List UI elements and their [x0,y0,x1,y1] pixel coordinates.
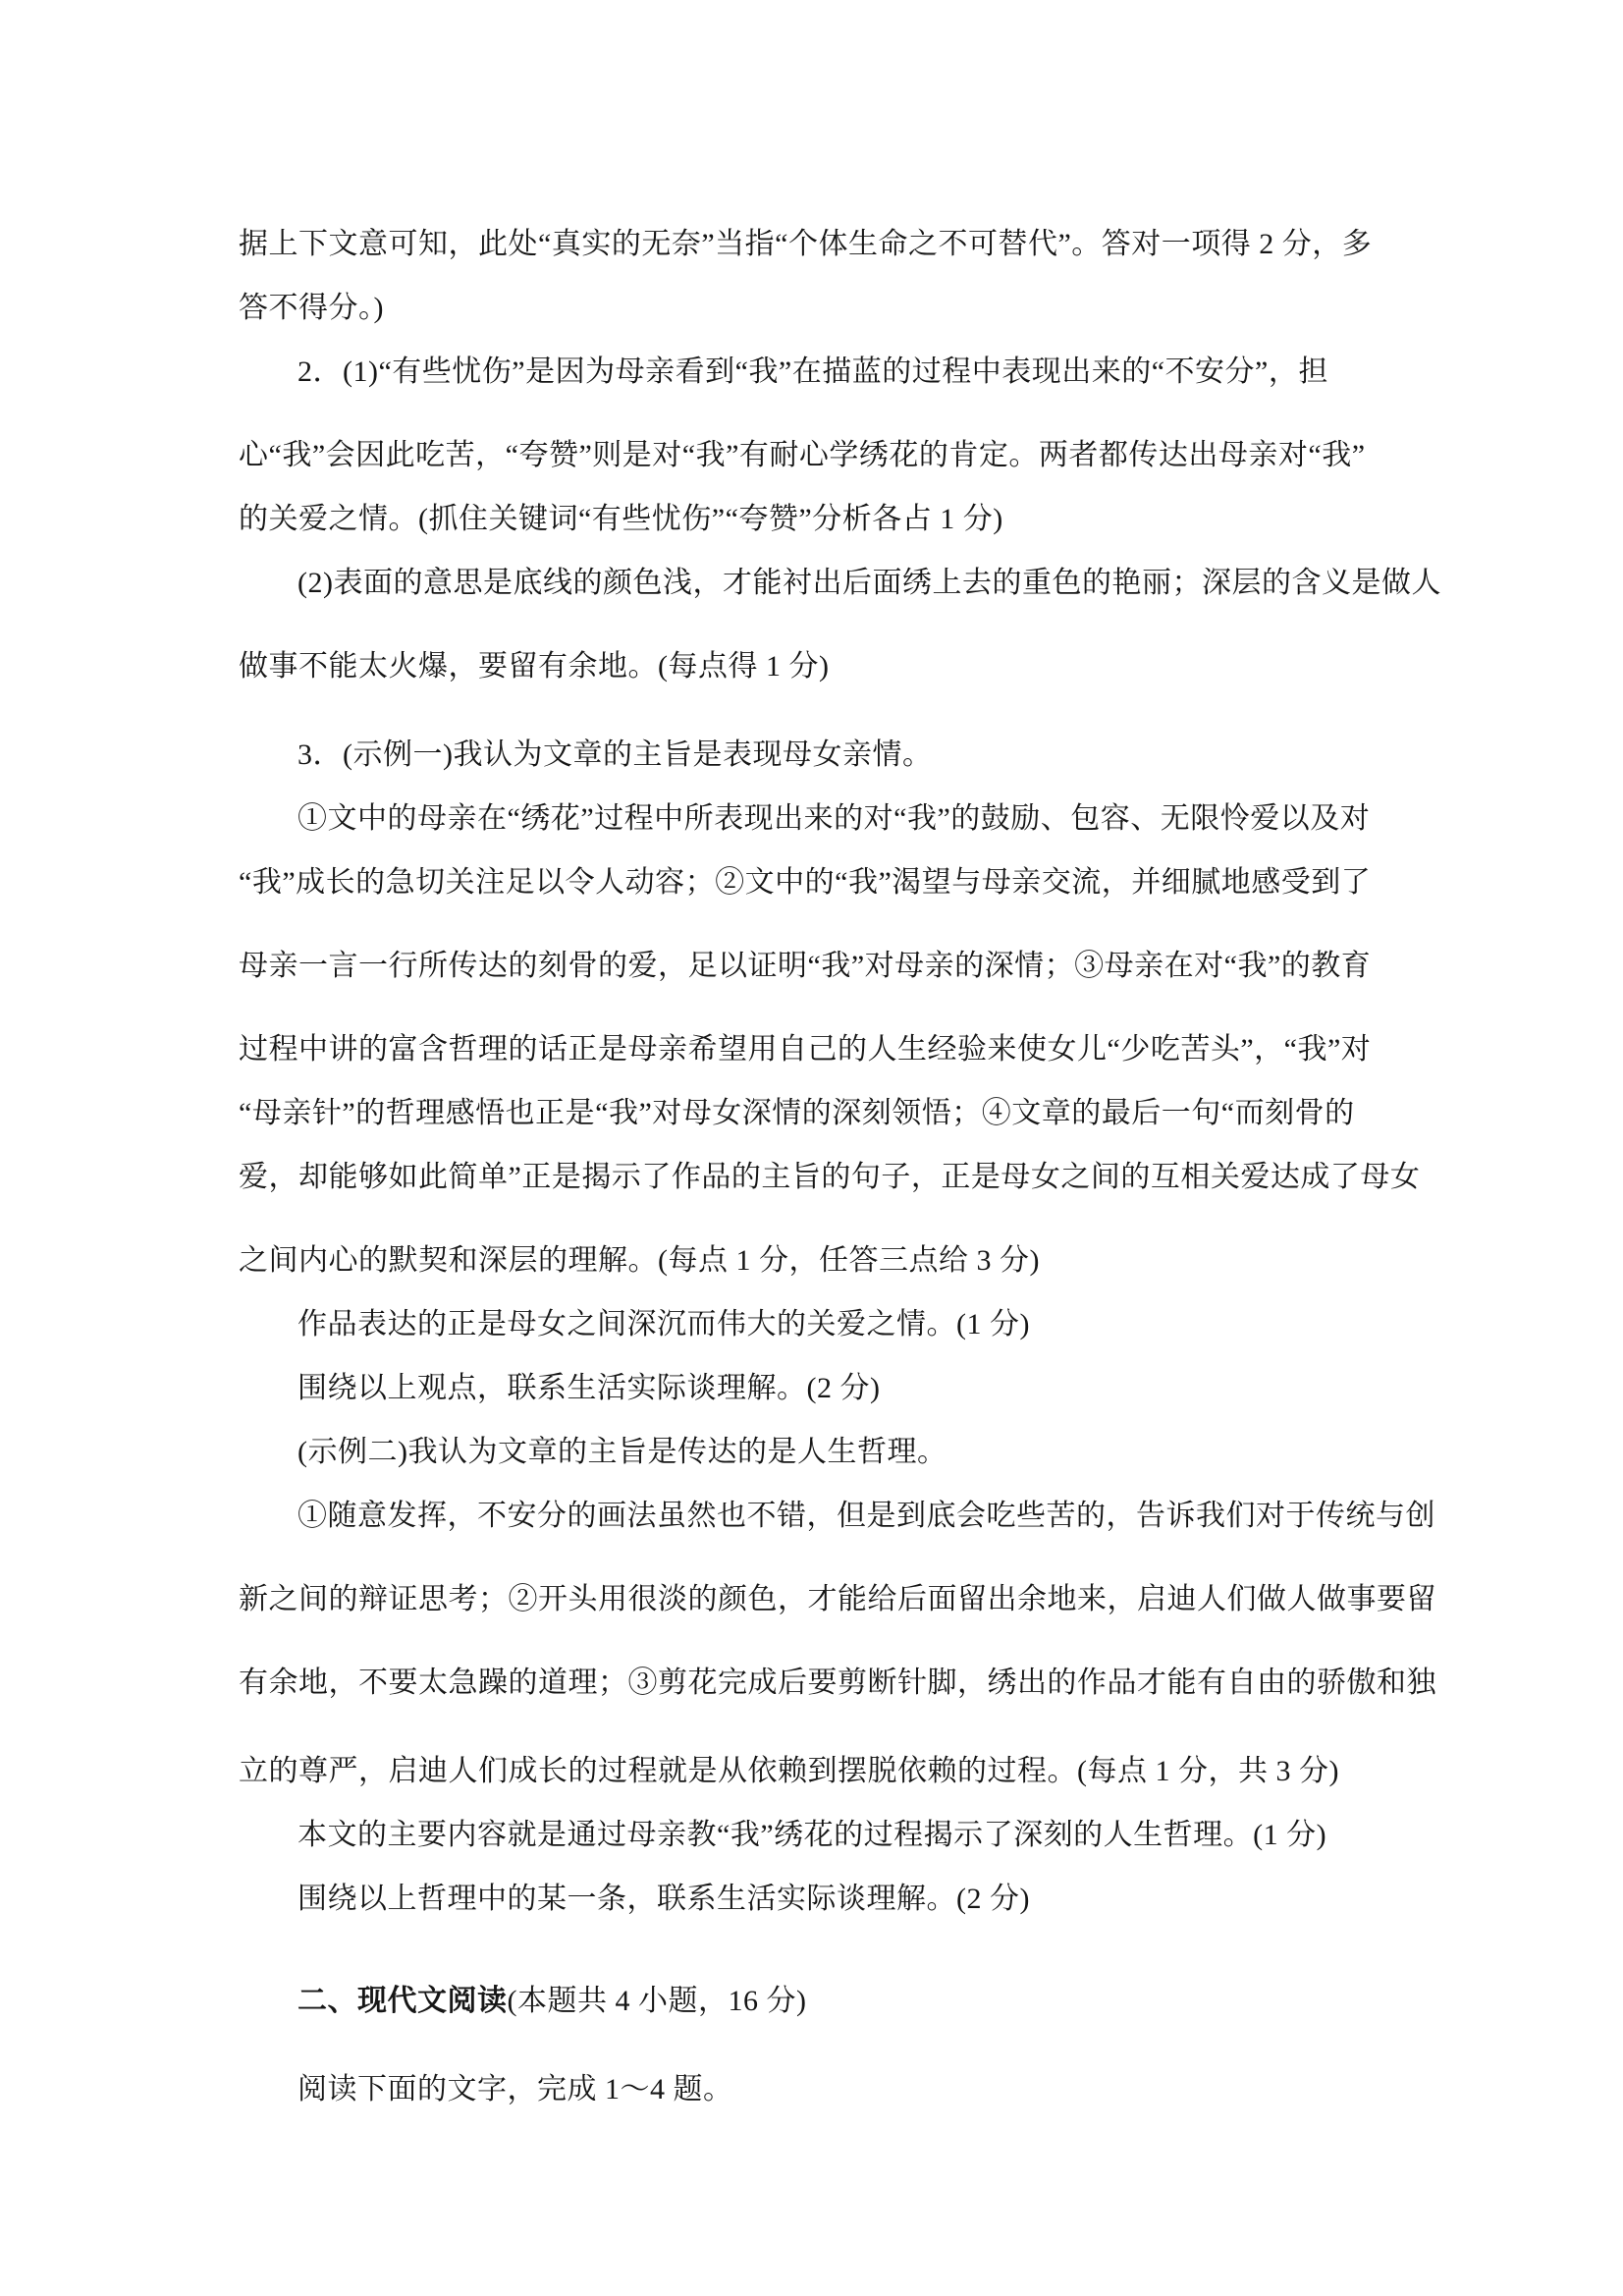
text-line [239,2074,1397,2105]
text-line-content: 阅读下面的文字，完成 1～4 题。 [298,2073,733,2105]
text-line [239,1098,1397,1129]
text-line [239,1756,1397,1787]
text-line [239,739,1397,771]
text-line-content: (示例二)我认为文章的主旨是传达的是人生哲理。 [298,1436,947,1468]
text-line-content: 之间内心的默契和深层的理解。(每点 1 分，任答三点给 3 分) [239,1244,1040,1277]
text-line [239,1667,1436,1699]
text-line-content: (本题共 4 小题，16 分) [507,1985,807,2017]
text-line-content: “母亲针”的哲理感悟也正是“我”对母女深情的深刻领悟；④文章的最后一句“而刻骨的 [239,1097,1355,1129]
text-line-content: 2．(1)“有些忧伤”是因为母亲看到“我”在描蓝的过程中表现出来的“不安分”，担 [298,355,1328,388]
text-line-content: 做事不能太火爆，要留有余地。(每点得 1 分) [239,650,830,683]
text-line [239,1373,1397,1404]
text-line [239,1309,1397,1340]
text-line-content: 心“我”会因此吃苦，“夸赞”则是对“我”有耐心学绣花的肯定。两者都传达出母亲对“我” [239,439,1366,471]
text-line-content: 立的尊严，启迪人们成长的过程就是从依赖到摆脱依赖的过程。(每点 1 分，共 3 分) [239,1755,1339,1787]
text-line [239,1245,1397,1277]
text-line-content: 新之间的辩证思考；②开头用很淡的颜色，才能给后面留出余地来，启迪人们做人做事要留 [239,1583,1436,1615]
text-line [239,356,1397,388]
text-line-content: 过程中讲的富含哲理的话正是母亲希望用自己的人生经验来使女儿“少吃苦头”，“我”对 [239,1033,1372,1066]
text-line-content: “我”成长的急切关注足以令人动容；②文中的“我”渴望与母亲交流，并细腻地感受到了 [239,866,1372,899]
text-line-content: 的关爱之情。(抓住关键词“有些忧伤”“夸赞”分析各占 1 分) [239,503,1003,535]
text-line-content: 爱，却能够如此简单”正是揭示了作品的主旨的句子，正是母女之间的互相关爱达成了母女 [239,1161,1421,1193]
text-line-content: 答不得分。) [239,292,384,324]
text-line-content: 围绕以上观点，联系生活实际谈理解。(2 分) [298,1372,881,1404]
text-line [239,293,1397,324]
text-line [239,1034,1397,1066]
text-line [239,1884,1397,1915]
text-line [239,567,1441,599]
text-line [239,229,1397,260]
text-line [239,867,1397,899]
text-line [239,440,1397,471]
text-line-content: 作品表达的正是母女之间深沉而伟大的关爱之情。(1 分) [298,1308,1030,1340]
text-line [239,1500,1435,1532]
text-line-content: 有余地，不要太急躁的道理；③剪花完成后要剪断针脚，绣出的作品才能有自由的骄傲和独 [239,1667,1436,1699]
text-line [239,1161,1421,1193]
section-heading-bold: 二、现代文阅读 [298,1985,508,2017]
text-line-content: 据上下文意可知，此处“真实的无奈”当指“个体生命之不可替代”。答对一项得 2 分，多 [239,228,1373,260]
document-text [239,228,1441,2105]
text-line-content: ①随意发挥，不安分的画法虽然也不错，但是到底会吃些苦的，告诉我们对于传统与创 [298,1500,1435,1532]
text-line [239,1820,1397,1851]
text-line [239,651,1397,683]
text-line-content: 3．(示例一)我认为文章的主旨是表现母女亲情。 [298,738,933,771]
text-line [239,1437,1397,1468]
text-line [239,803,1397,835]
text-line [239,1986,1397,2017]
text-line [239,951,1397,982]
text-line-content: 母亲一言一行所传达的刻骨的爱，足以证明“我”对母亲的深情；③母亲在对“我”的教育 [239,950,1372,982]
text-line-content: ①文中的母亲在“绣花”过程中所表现出来的对“我”的鼓励、包容、无限怜爱以及对 [298,802,1371,835]
text-line-content: 围绕以上哲理中的某一条，联系生活实际谈理解。(2 分) [298,1883,1030,1915]
text-line-content: (2)表面的意思是底线的颜色浅，才能衬出后面绣上去的重色的艳丽；深层的含义是做人 [298,567,1441,599]
text-line [239,504,1397,535]
text-line-content: 本文的主要内容就是通过母亲教“我”绣花的过程揭示了深刻的人生哲理。(1 分) [298,1819,1327,1851]
text-line [239,1583,1436,1615]
